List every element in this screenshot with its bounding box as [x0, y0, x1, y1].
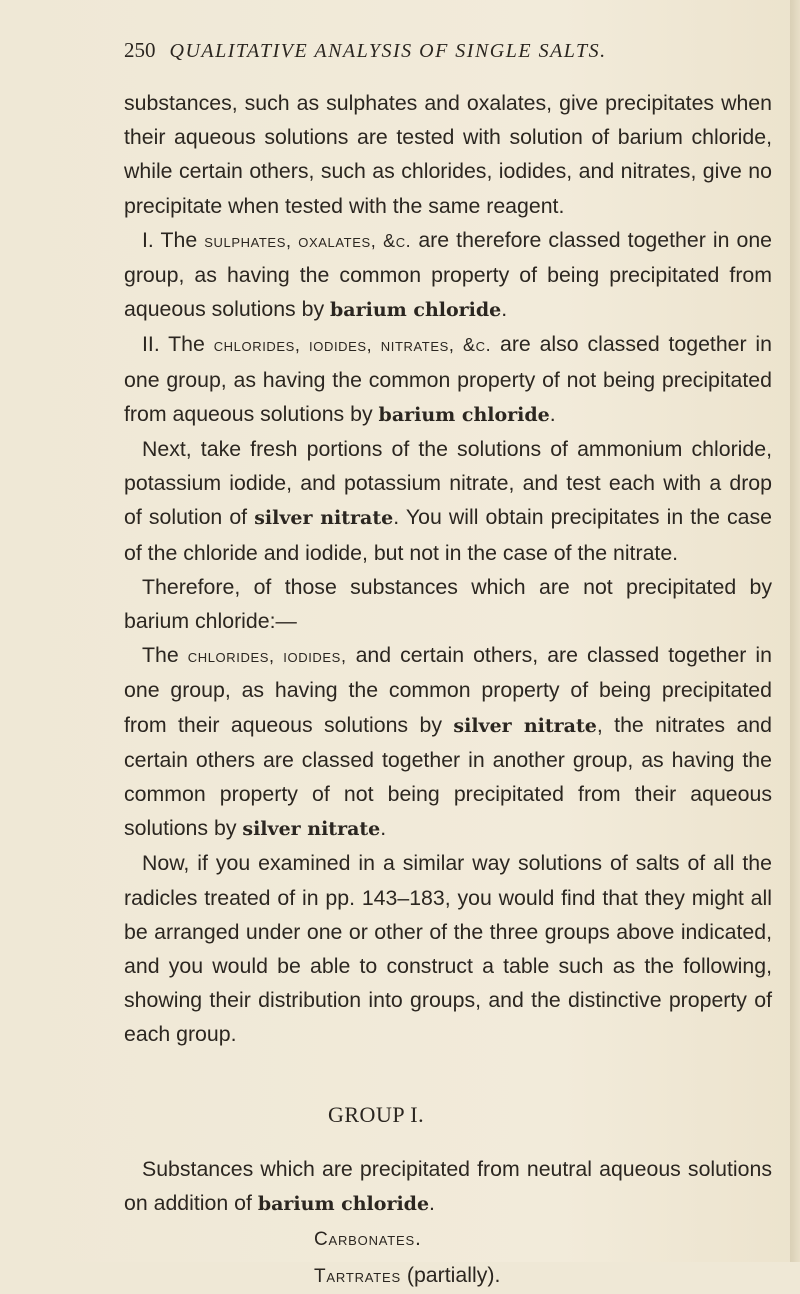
- paragraph-group-ii: [124, 327, 772, 432]
- reagent-barium-chloride: barium chloride: [257, 1193, 430, 1216]
- page-edge: [790, 0, 800, 1262]
- paragraph-summary: Now, if you examined in a similar way solutions of salts of all the radicles treated of in pp. 143–183, you would find that they might all be arranged under one or other of the three groups above indicated, and you would be able to construct a table such as the following, showing their distribution into groups, and the distinctive property of each group.: [124, 851, 772, 1047]
- text-run: , the nitrates and certain others are classed together in another group, as having the common property of not being precipitated from their aqueous solutions by: [124, 712, 772, 841]
- group-heading: GROUP I.: [328, 1101, 425, 1127]
- text-run: and certain others, are classed together in one group, as having the common property of being precipitated from their aqueous solutions by: [124, 643, 772, 737]
- text-run: .: [501, 297, 508, 322]
- text-run: .: [549, 401, 556, 426]
- list-item-carbonates: [124, 1221, 772, 1257]
- text-run: .: [380, 816, 387, 841]
- list-item-suffix: .: [414, 1226, 421, 1251]
- text-run: .: [429, 1191, 435, 1216]
- running-title: QUALITATIVE ANALYSIS OF SINGLE SALTS.: [169, 40, 607, 62]
- text-run: Substances which are precipitated from neutral aqueous solutions on addition of: [124, 1156, 772, 1216]
- running-header: [124, 38, 764, 63]
- group-description: [124, 1152, 772, 1221]
- text-run: The: [142, 643, 188, 668]
- text-run: Next, take fresh portions of the solutions of ammonium chloride, potassium iodide, and potassium nitrate, and test each with a drop of solution of: [124, 437, 772, 530]
- text-run: II. The: [142, 332, 214, 357]
- page-number: 250: [124, 38, 156, 62]
- paragraph-chlorides: [124, 638, 772, 846]
- small-caps-run: sulphates, oxalates, &c.: [204, 230, 412, 251]
- paragraph-silver-test: [124, 432, 772, 570]
- text-run: I. The: [142, 227, 205, 252]
- list-item-suffix: (partially).: [400, 1262, 501, 1287]
- page-body: [124, 86, 772, 1294]
- reagent-barium-chloride: barium chloride: [330, 299, 502, 322]
- text-run: are also classed together in one group, as having the common property of not being precipitated from aqueous solutions by: [124, 332, 772, 426]
- paragraph-therefore: Therefore, of those substances which are not precipitated by barium chloride:—: [124, 574, 772, 634]
- list-item-name: Carbonates: [314, 1229, 415, 1251]
- paragraph-group-i: [124, 223, 772, 328]
- small-caps-run: chlorides, iodides,: [187, 646, 347, 667]
- reagent-silver-nitrate: silver nitrate: [254, 507, 394, 530]
- reagent-barium-chloride: barium chloride: [378, 403, 550, 426]
- reagent-silver-nitrate: silver nitrate: [453, 714, 597, 737]
- reagent-silver-nitrate: silver nitrate: [242, 818, 381, 841]
- list-item-tartrates: [124, 1258, 772, 1294]
- text-run: . You will obtain precipitates in the case of the chloride and iodide, but not in the case of the nitrate.: [124, 505, 772, 565]
- paragraph-1: substances, such as sulphates and oxalates, give precipitates when their aqueous solutions are tested with solution of barium chloride, while certain others, such as chlorides, iodides, and nitrates, give no precipitate when tested with the same reagent.: [124, 91, 772, 218]
- list-item-name: Tartrates: [314, 1265, 401, 1287]
- small-caps-run: chlorides, iodides, nitrates, &c.: [213, 335, 492, 356]
- text-run: are therefore classed together in one group, as having the common property of being precipitated from aqueous solutions by: [124, 227, 773, 322]
